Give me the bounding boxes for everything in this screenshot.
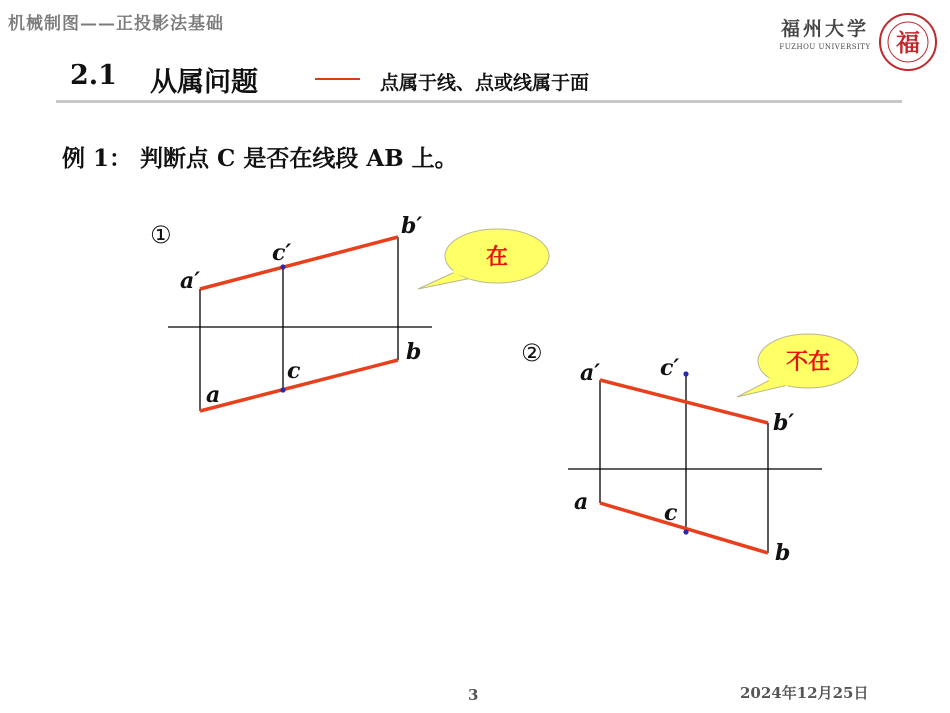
label-a-prime: a′: [180, 268, 201, 294]
segment-front-view: [600, 380, 768, 423]
example-question: 例 1： 判断点 C 是否在线段 AB 上。: [62, 145, 458, 172]
figure-2-marker: ②: [521, 339, 543, 367]
label-b-prime: b′: [773, 410, 795, 436]
label-b-prime: b′: [401, 213, 423, 239]
label-a: a: [206, 382, 221, 408]
callout-1: [418, 229, 549, 289]
page-number: 3: [468, 686, 479, 704]
point-c-prime: [683, 371, 688, 376]
label-c-prime: c′: [660, 355, 680, 381]
point-c: [683, 529, 688, 534]
university-name-cn: 福州大学: [780, 18, 869, 40]
segment-front-view: [200, 237, 398, 289]
section-title: 从属问题: [150, 67, 258, 98]
label-a: a: [574, 489, 589, 515]
course-title: 机械制图——正投影法基础: [8, 14, 224, 34]
university-name-en: FUZHOU UNIVERSITY: [779, 43, 871, 51]
figure-1: [150, 213, 549, 411]
callout-1-text: 在: [485, 245, 509, 270]
callout-2: [737, 334, 858, 397]
label-c: c: [287, 358, 301, 384]
label-c-prime: c′: [272, 240, 292, 266]
segment-top-view: [600, 503, 768, 553]
seal-character: 福: [896, 29, 920, 57]
figure-1-marker: ①: [150, 221, 172, 249]
point-c: [280, 387, 285, 392]
figure-2: [521, 334, 858, 566]
label-c: c: [664, 500, 678, 526]
footer-date: 2024年12月25日: [740, 684, 869, 702]
section-subtitle: 点属于线、点或线属于面: [380, 72, 590, 94]
callout-2-text: 不在: [785, 350, 831, 375]
label-b: b: [406, 339, 422, 365]
section-number: 2.1: [70, 60, 117, 91]
label-a-prime: a′: [580, 360, 601, 386]
label-b: b: [775, 540, 791, 566]
